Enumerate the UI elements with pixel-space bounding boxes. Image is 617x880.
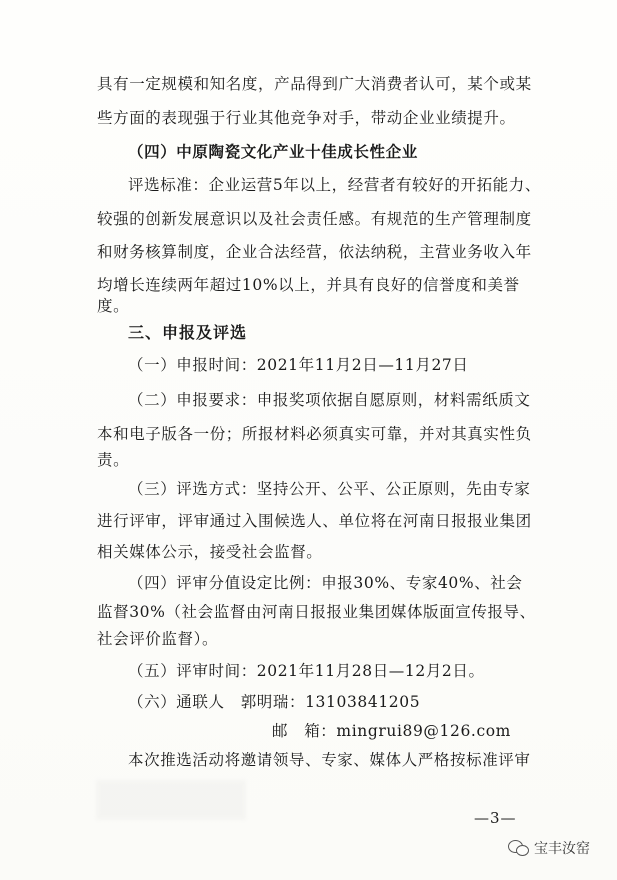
body-line-17: （四）评审分值设定比例：申报30%、专家40%、社会 [128,574,523,592]
body-line-1: 具有一定规模和知名度，产品得到广大消费者认可，某个或某 [97,75,532,93]
subheading-growth-enterprise: （四）中原陶瓷文化产业十佳成长性企业 [128,142,418,161]
body-line-4: 评选标准：企业运营5年以上，经营者有较好的开拓能力、 [128,176,541,194]
section-heading-application: 三、申报及评选 [128,323,248,342]
body-line-8: 度。 [97,297,130,315]
page-number: —3— [474,809,517,827]
body-line-16: 相关媒体公示，接受社会监督。 [97,543,323,561]
body-line-6: 和财务核算制度，企业合法经营，依法纳税，主营业务收入年 [97,243,532,261]
body-line-11: （二）申报要求：申报奖项依据自愿原则，材料需纸质文 [128,391,531,409]
wechat-icon [508,839,530,857]
body-line-7: 均增长连续两年超过10%以上，并具有良好的信誉度和美誉 [97,276,520,294]
body-line-19: 社会评价监督）。 [97,630,219,648]
body-line-23: 本次推选活动将邀请领导、专家、媒体人严格按标准评审 [128,751,531,769]
body-line-18: 监督30%（社会监督由河南日报报业集团媒体版面宣传报导、 [97,603,536,621]
source-watermark [508,838,590,858]
body-line-15: 进行评审，评审通过入围候选人、单位将在河南日报报业集团 [97,512,532,530]
faded-bleed-mark [96,780,246,820]
body-line-2: 些方面的表现强于行业其他竞争对手，带动企业业绩提升。 [97,109,516,127]
body-line-5: 较强的创新发展意识以及社会责任感。有规范的生产管理制度 [97,210,532,228]
body-line-20: （五）评审时间：2021年11月28日—12月2日。 [128,662,485,680]
contact-person-line: （六）通联人 郭明瑞：13103841205 [128,693,421,711]
body-line-13: 责。 [97,451,130,469]
watermark-label: 宝丰汝窑 [534,841,590,857]
body-line-10: （一）申报时间：2021年11月2日—11月27日 [128,356,469,374]
body-line-14: （三）评选方式：坚持公开、公平、公正原则，先由专家 [128,480,531,498]
body-line-12: 本和电子版各一份；所报材料必须真实可靠，并对其真实性负 [97,425,532,443]
contact-email-line: 邮 箱：mingrui89@126.com [272,722,511,740]
